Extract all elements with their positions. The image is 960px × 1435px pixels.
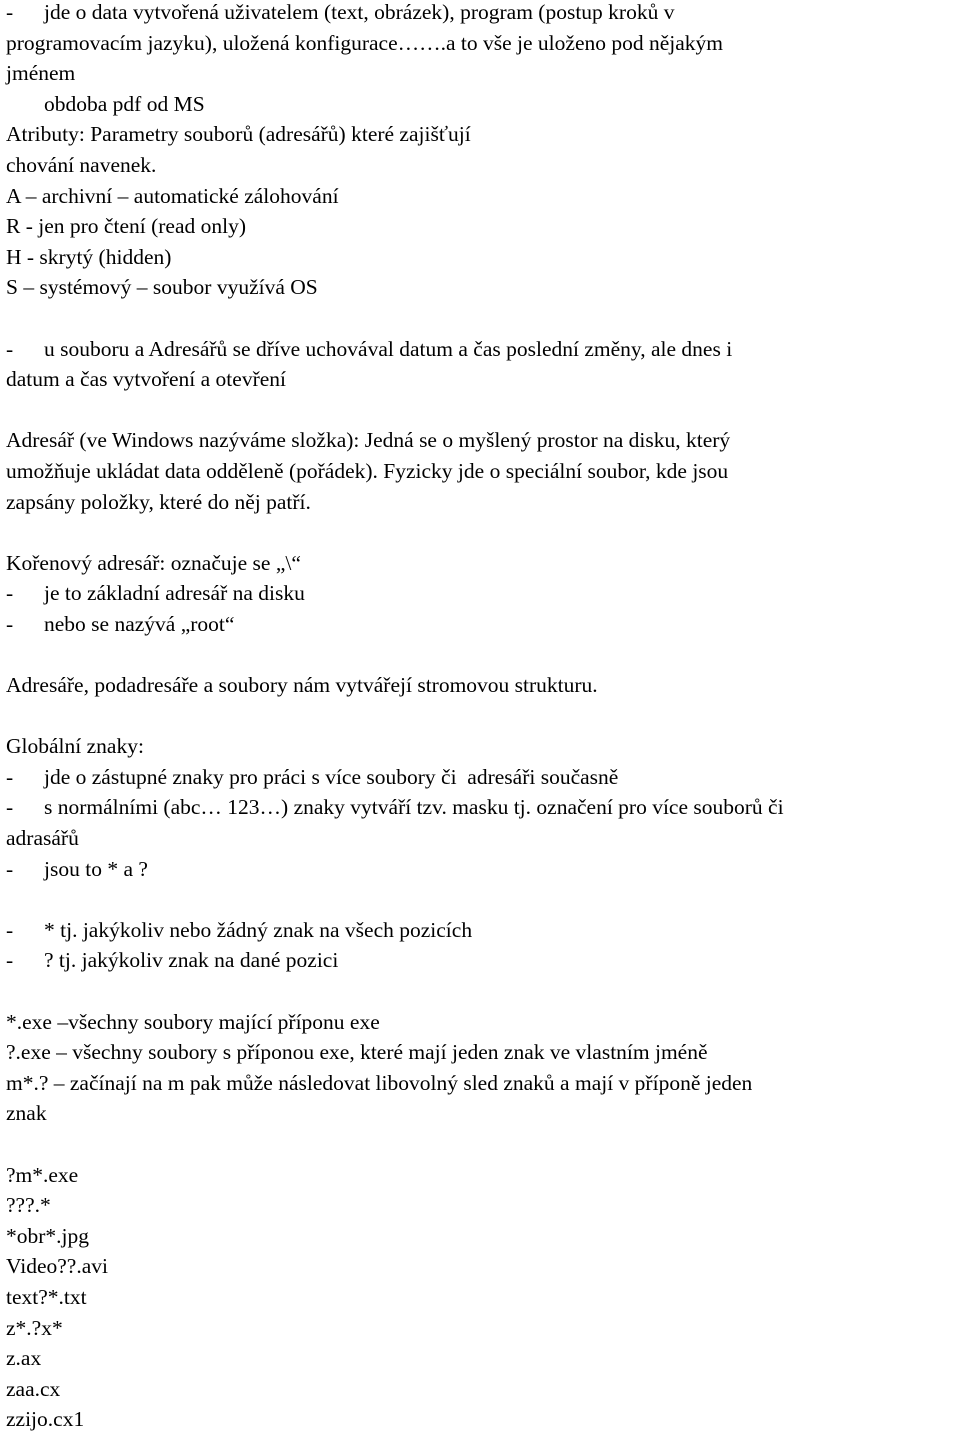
blank-line xyxy=(6,884,956,915)
bullet-line xyxy=(6,945,956,976)
dash: - xyxy=(6,948,14,973)
blank-line xyxy=(6,303,956,334)
dash: - xyxy=(6,611,14,636)
attribute-a: A – archivní – automatické zálohování xyxy=(6,183,339,208)
text: ? tj. jakýkoliv znak na dané pozici xyxy=(44,948,339,973)
bullet-line xyxy=(6,609,956,640)
example-line: m*.? – začínají na m pak může následovat libovolný sled znaků a mají v příponě jeden xyxy=(6,1070,753,1095)
text: jde o data vytvořená uživatelem (text, obrázek), program (postup kroků v xyxy=(44,0,675,24)
dash: - xyxy=(6,764,14,789)
dash: - xyxy=(6,336,14,361)
mask-item: zaa.cx xyxy=(6,1376,61,1401)
example-line: ?.exe – všechny soubory s příponou exe, které mají jeden znak ve vlastním jméně xyxy=(6,1040,708,1065)
text: u souboru a Adresářů se dříve uchovával datum a čas poslední změny, ale dnes i xyxy=(44,336,733,361)
text-line: datum a čas vytvoření a otevření xyxy=(6,367,286,392)
wildcards-heading: Globální znaky: xyxy=(6,734,144,759)
mask-item: ?m*.exe xyxy=(6,1162,79,1187)
bullet-line xyxy=(6,854,956,885)
bullet-line xyxy=(6,0,956,28)
text: jde o zástupné znaky pro práci s více soubory či adresáři současně xyxy=(44,764,619,789)
text: s normálními (abc… 123…) znaky vytváří tzv. masku tj. označení pro více souborů či xyxy=(44,795,784,820)
mask-item: z.ax xyxy=(6,1346,42,1371)
mask-item: z*.?x* xyxy=(6,1315,63,1340)
bullet-line xyxy=(6,792,956,823)
tree-paragraph: Adresáře, podadresáře a soubory nám vytvářejí stromovou strukturu. xyxy=(6,673,598,698)
blank-line xyxy=(6,1129,956,1160)
text-line: chování navenek. xyxy=(6,152,157,177)
blank-line xyxy=(6,517,956,548)
mask-item: zzijo.cx1 xyxy=(6,1407,85,1432)
blank-line xyxy=(6,976,956,1007)
attribute-h: H - skrytý (hidden) xyxy=(6,244,172,269)
bullet-line xyxy=(6,578,956,609)
dash: - xyxy=(6,917,14,942)
attribute-r: R - jen pro čtení (read only) xyxy=(6,214,246,239)
blank-line xyxy=(6,395,956,426)
text-line: umožňuje ukládat data odděleně (pořádek). Fyzicky jde o speciální soubor, kde jsou xyxy=(6,458,729,483)
bullet-line xyxy=(6,915,956,946)
mask-item: text?*.txt xyxy=(6,1284,87,1309)
mask-item: ???.* xyxy=(6,1193,51,1218)
dash: - xyxy=(6,0,14,24)
example-line: *.exe –všechny soubory mající příponu exe xyxy=(6,1009,380,1034)
text-line: jménem xyxy=(6,61,76,86)
pdf-note: obdoba pdf od MS xyxy=(44,91,205,116)
blank-line xyxy=(6,639,956,670)
text: je to základní adresář na disku xyxy=(44,581,305,606)
text-line: zapsány položky, které do něj patří. xyxy=(6,489,311,514)
text-line: adrasářů xyxy=(6,826,79,851)
text: jsou to * a ? xyxy=(44,856,148,881)
mask-item: Video??.avi xyxy=(6,1254,108,1279)
attribute-s: S – systémový – soubor využívá OS xyxy=(6,275,318,300)
bullet-line xyxy=(6,334,956,365)
directory-paragraph: Adresář (ve Windows nazýváme složka): Jedná se o myšlený prostor na disku, který xyxy=(6,428,731,453)
document-page xyxy=(6,0,956,1435)
bullet-line xyxy=(6,762,956,793)
text-line: znak xyxy=(6,1101,47,1126)
blank-line xyxy=(6,701,956,732)
attributes-heading: Atributy: Parametry souborů (adresářů) které zajišťují xyxy=(6,122,471,147)
dash: - xyxy=(6,856,14,881)
dash: - xyxy=(6,795,14,820)
root-heading: Kořenový adresář: označuje se „\“ xyxy=(6,550,301,575)
text-line: programovacím jazyku), uložená konfigurace…….a to vše je uloženo pod nějakým xyxy=(6,30,724,55)
mask-item: *obr*.jpg xyxy=(6,1223,90,1248)
dash: - xyxy=(6,581,14,606)
text: nebo se nazývá „root“ xyxy=(44,611,235,636)
text: * tj. jakýkoliv nebo žádný znak na všech pozicích xyxy=(44,917,473,942)
